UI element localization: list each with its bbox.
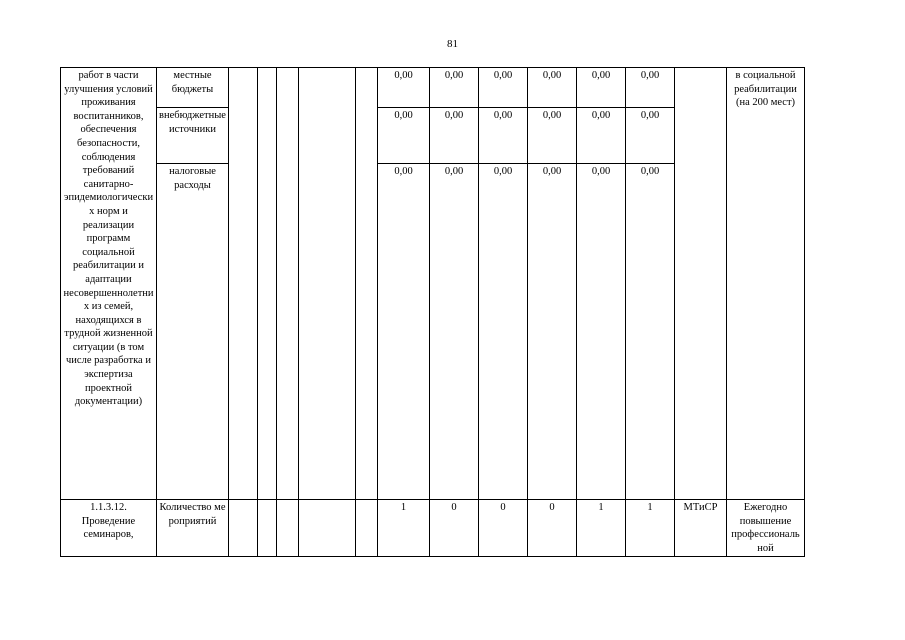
empty-cell — [356, 500, 378, 557]
value-cell: 0,00 — [479, 68, 528, 108]
empty-cell — [229, 500, 258, 557]
empty-cell — [258, 68, 277, 500]
value-cell: 0,00 — [528, 108, 577, 164]
value-cell: 0,00 — [430, 164, 479, 500]
empty-cell — [258, 500, 277, 557]
empty-cell — [299, 500, 356, 557]
value-cell: 1 — [626, 500, 675, 557]
empty-cell — [229, 68, 258, 500]
value-cell: 0,00 — [577, 68, 626, 108]
value-cell: 0,00 — [378, 108, 430, 164]
value-cell: 0 — [479, 500, 528, 557]
expected-result: Ежегодно повышение профессиональной — [727, 500, 805, 557]
event-description: 1.1.3.12. Проведение семинаров, — [61, 500, 157, 557]
value-cell: 0,00 — [626, 68, 675, 108]
executor-cell: МТиСР — [675, 500, 727, 557]
event-description: работ в части улучшения условий проживания воспитанников, обеспечения безопасности, соблюдения требований санитарно-эпидемиологических норм и реализации программ социальной реабилитации и адаптации несовершеннолетних из семей, находящихся в трудной жизненной ситуации (в том числе разработка и экспертиза проектной документации) — [61, 68, 157, 500]
value-cell: 0,00 — [577, 164, 626, 500]
indicator-name: Количество мероприятий — [157, 500, 229, 557]
empty-cell — [277, 500, 299, 557]
page-number: 81 — [447, 38, 458, 50]
value-cell: 0,00 — [626, 164, 675, 500]
value-cell: 0 — [528, 500, 577, 557]
program-table — [60, 67, 905, 557]
value-cell: 0,00 — [378, 68, 430, 108]
funding-source-label: местные бюджеты — [157, 68, 229, 108]
value-cell: 0,00 — [378, 164, 430, 500]
value-cell: 0,00 — [479, 164, 528, 500]
value-cell: 1 — [378, 500, 430, 557]
value-cell: 0 — [430, 500, 479, 557]
empty-cell — [277, 68, 299, 500]
table-row — [61, 68, 905, 108]
table-row — [61, 500, 905, 557]
empty-cell — [299, 68, 356, 500]
expected-result: в социальной реабилитации (на 200 мест) — [727, 68, 805, 500]
value-cell: 0,00 — [626, 108, 675, 164]
value-cell: 0,00 — [577, 108, 626, 164]
empty-cell — [356, 68, 378, 500]
executor-cell — [675, 68, 727, 500]
value-cell: 0,00 — [430, 108, 479, 164]
value-cell: 0,00 — [528, 164, 577, 500]
value-cell: 0,00 — [528, 68, 577, 108]
value-cell: 0,00 — [430, 68, 479, 108]
funding-source-label: внебюджетные источники — [157, 108, 229, 164]
value-cell: 1 — [577, 500, 626, 557]
value-cell: 0,00 — [479, 108, 528, 164]
funding-source-label: налоговые расходы — [157, 164, 229, 500]
